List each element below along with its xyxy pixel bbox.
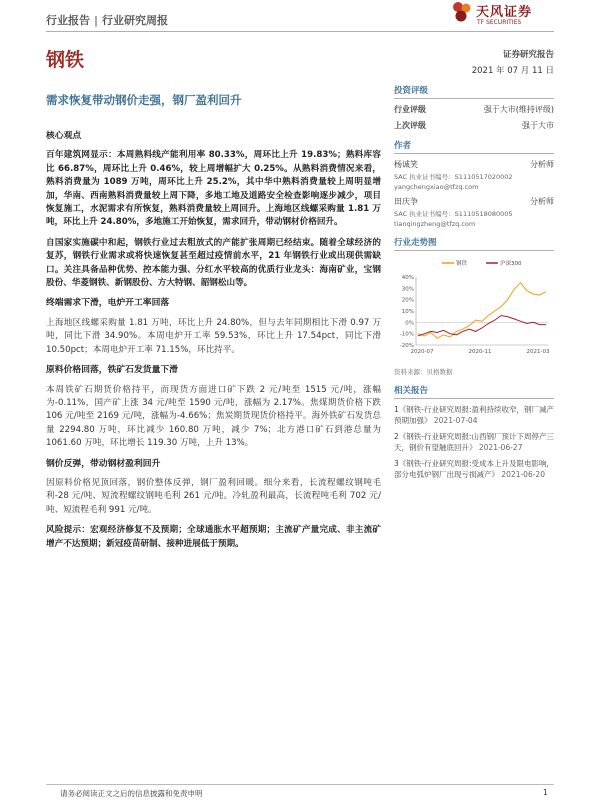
report-category (46, 12, 168, 28)
core-view-title: 核心观点 (46, 131, 82, 141)
analyst-email[interactable]: tianqingzheng@tfzq.com (394, 220, 476, 228)
footer-disclaimer: 请务必阅读正文之后的信息披露和免责申明 (60, 789, 203, 798)
analyst-name: 田庆争 (394, 197, 418, 206)
related-report-item[interactable] (394, 459, 554, 480)
industry-rating-row (394, 104, 554, 115)
trend-chart (394, 257, 554, 365)
footer-divider (46, 784, 554, 785)
industry-rating-label: 行业评级 (394, 105, 426, 114)
page-title: 钢铁 (46, 49, 85, 71)
analyst-email[interactable]: yangchengxiao@tfzq.com (394, 183, 479, 191)
header-divider (46, 31, 554, 32)
trend-heading: 行业走势图 (394, 236, 554, 251)
page-number: 1 (543, 788, 548, 797)
y-tick-label: 10% (401, 309, 414, 315)
x-tick-label: 2020-07 (410, 349, 434, 355)
section-profit-title: 钢价反弹，带动钢材盈利回升 (46, 458, 161, 469)
related-report-title[interactable]: 3《钢铁-行业研究周报:受成本上升及限电影响，部分电弧炉钢厂出现亏损减产》 (394, 459, 555, 479)
category-label: 行业报告 (46, 14, 90, 27)
y-tick-label: -10% (399, 331, 414, 338)
section-demand-text: 上海地区线螺采购量 1.81 万吨，环比上升 24.80%，但与去年同期相比下滑 0.97 万吨，同比下滑 34.90%。本周电炉开工率 59.53%，环比上升 17.54pct，同比下滑 10.50pct；本周电炉开工率 71.15%，环比持平。 (46, 317, 381, 355)
section-demand-title: 终端需求下滑，电炉开工率回落 (46, 298, 170, 309)
related-report-item[interactable] (394, 432, 554, 453)
core-view-paragraph-2: 自国家实施碳中和起，钢铁行业过去粗放式的产能扩张周期已经结束。随着全球经济的复苏，钢铁行业需求或将快速恢复甚至超过疫情前水平，21 年钢铁行业或出现供需缺口。关注具备品种优势、控本能力强、分红水平较高的优质行业龙头：海南矿业，宝钢股份、华菱钢铁、新钢股份、方大特钢、韶钢松山等。 (46, 237, 381, 289)
related-report-title[interactable]: 2《钢铁-行业研究周报:山西钢厂预计下周停产三天，钢价有望触底回升》 (394, 432, 555, 452)
x-tick-label: 2020-11 (468, 349, 492, 355)
analyst-license: SAC 执业证书编号：S1110517020002 (394, 173, 513, 181)
related-report-date: 2021-06-27 (478, 442, 523, 452)
related-report-title[interactable]: 1《钢铁-行业研究周报:盈利持续收窄，钢厂减产预期加强》 (394, 405, 555, 425)
legend-label: 沪深300 (500, 261, 522, 267)
analyst-license: SAC 执业证书编号：S1110518080005 (394, 210, 513, 218)
analyst-card (394, 159, 554, 191)
brand-logo (452, 0, 552, 28)
trend-chart-svg (394, 257, 554, 365)
x-tick-label: 2021-03 (526, 349, 550, 355)
section-raw-material-text: 本周铁矿石期货价格持平，而现货方面进口矿下跌 2 元/吨至 1515 元/吨，涨幅为-0.11%，国产矿上涨 34 元/吨至 1590 元/吨，涨幅为 2.17%。焦煤期货价格下跌 106 元/吨至 2169 元/吨，涨幅为-4.66%；焦炭期货现货价格持平。海外铁矿石发货总量 2294.80 万吨，环比减少 160.80 万吨，减少 7%；北方港口矿石到港总量为 1061.60 万吨，环比增长 119.30 万吨，上升 13%。 (46, 384, 381, 449)
related-report-date: 2021-06-20 (501, 469, 545, 479)
y-tick-label: 40% (401, 275, 414, 281)
report-headline: 需求恢复带动钢价走强，钢厂盈利回升 (46, 93, 242, 107)
previous-rating-label: 上次评级 (394, 121, 426, 130)
logo-mark-icon (452, 1, 472, 23)
analyst-role: 分析师 (530, 197, 554, 206)
section-raw-material-title: 原料价格回落，铁矿石发货量下滑 (46, 365, 178, 376)
previous-rating-row (394, 120, 554, 131)
y-tick-label: 20% (401, 297, 414, 304)
related-report-date: 2021-07-04 (433, 415, 478, 425)
report-body (46, 130, 381, 558)
analyst-role: 分析师 (530, 160, 554, 169)
series-line-2 (418, 316, 546, 336)
authors-heading: 作者 (394, 139, 554, 154)
subcategory-label: 行业研究周报 (102, 14, 169, 27)
rating-heading: 投资评级 (394, 84, 554, 99)
sidebar (394, 48, 554, 480)
core-view-paragraph-1: 百年建筑网显示：本周熟料线产能利用率 80.33%，周环比上升 19.83%；熟料库容比 66.87%，周环比上升 0.46%，较上周增幅扩大 0.25%。从熟料消费情况来看，熟料消费量为 1089 万吨，周环比上升 25.2%，其中华中熟料消费量较上周明显增加，华南、西南熟料消费量较上周下降，多地工地及道路安全检查影响逐步减少，项目恢复施工，水泥需求有所恢复，熟料消费量较上周回升。上海地区线螺采购量 1.81 万吨，环比上升 24.80%，多地施工开始恢复，需求回升，带动钢材价格回升。 (46, 150, 381, 228)
risk-warning: 风险提示：宏观经济修复不及预期；全球通胀水平超预期；主流矿产量完成、非主流矿增产不达预期；新冠疫苗研制、接种进展低于预期。 (46, 525, 381, 549)
related-report-item[interactable] (394, 405, 554, 426)
brand-name-en: TF SECURITIES (477, 19, 522, 26)
report-date: 2021 年 07 月 11 日 (471, 66, 554, 76)
brand-name-cn: 天风证券 (476, 5, 533, 20)
y-tick-label: 30% (401, 286, 414, 293)
y-tick-label: -20% (399, 343, 414, 349)
industry-rating-value: 强于大市(维持评级) (483, 105, 554, 114)
chart-source: 资料来源：贝格数据 (394, 368, 453, 376)
y-tick-label: 0% (405, 320, 414, 327)
previous-rating-value: 强于大市 (522, 121, 554, 130)
related-heading: 相关报告 (394, 384, 554, 399)
report-type: 证券研究报告 (502, 50, 554, 60)
analyst-card (394, 196, 554, 228)
series-line-1 (418, 283, 546, 339)
analyst-name: 杨诚笑 (394, 160, 418, 169)
section-profit-text: 因原料价格见顶回落，钢价整体反弹，钢厂盈利回暖。细分来看，长流程螺纹钢吨毛利-28 元/吨、短流程螺纹钢吨毛利 261 元/吨。冷轧盈利最高，长流程吨毛利 702 元/吨、短流程毛利 991 元/吨。 (46, 477, 381, 515)
category-separator: | (94, 14, 99, 27)
legend-label: 钢铁 (456, 261, 468, 267)
